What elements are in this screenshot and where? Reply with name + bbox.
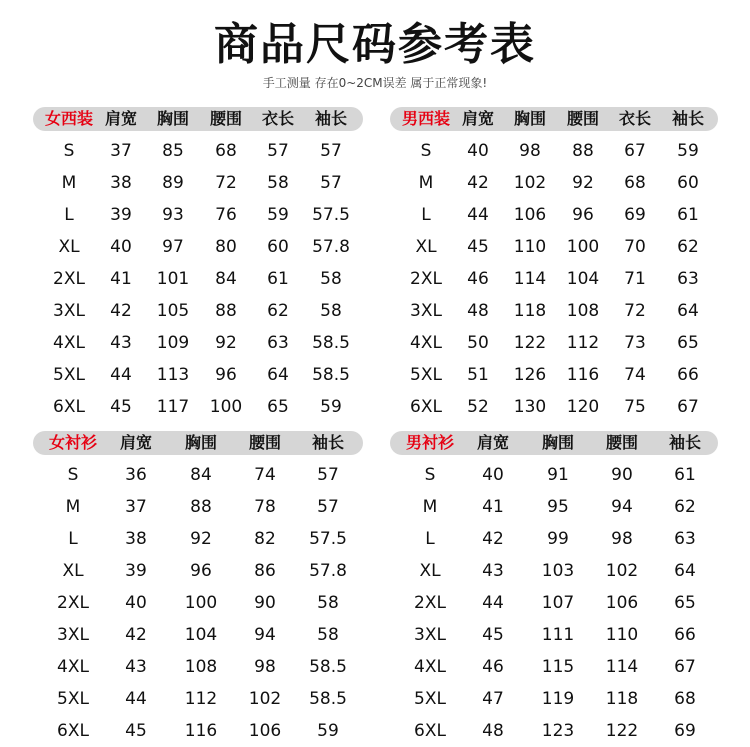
table-cell: 70 [624,237,646,257]
table-row [390,715,718,747]
table-cell: 44 [482,593,504,613]
table-cell: 68 [624,173,646,193]
table-cell: 48 [482,721,504,741]
size-label: 3XL [53,301,85,321]
column-header: 胸围 [541,433,574,452]
size-label: 2XL [410,269,442,289]
table-cell: 62 [267,301,289,321]
table-row [33,295,363,327]
table-cell: 40 [110,237,132,257]
table-row [390,359,718,391]
table-cell: 41 [482,497,504,517]
size-label: 6XL [414,721,446,741]
table-cell: 75 [624,397,646,417]
table-cell: 43 [125,657,147,677]
table-row [390,459,718,491]
table-cell: 116 [566,365,600,385]
table-cell: 37 [125,497,147,517]
table-cell: 92 [190,529,212,549]
table-cell: 36 [125,465,147,485]
table-cell: 98 [254,657,276,677]
page-title: 商品尺码参考表 [214,19,536,70]
table-cell: 62 [677,237,699,257]
table-row [390,619,718,651]
table-cell: 58.5 [312,365,350,385]
table-row [33,491,363,523]
size-label: XL [58,237,80,257]
table-row [33,135,363,167]
table-cell: 107 [541,593,575,613]
column-header: 肩宽 [104,109,137,128]
table-cell: 98 [519,141,541,161]
table-cell: 103 [541,561,575,581]
table-cell: 80 [215,237,237,257]
column-header: 衣长 [618,109,651,128]
table-name: 男西装 [401,109,450,128]
table-cell: 94 [611,497,633,517]
table-cell: 126 [513,365,547,385]
table-cell: 102 [605,561,639,581]
size-label: 5XL [410,365,442,385]
table-cell: 65 [677,333,699,353]
table-cell: 42 [467,173,489,193]
size-label: S [420,141,432,161]
table-cell: 90 [611,465,633,485]
table-cell: 63 [267,333,289,353]
column-header: 袖长 [311,433,344,452]
table-cell: 114 [605,657,639,677]
table-row [33,359,363,391]
column-header: 肩宽 [461,109,494,128]
table-row [390,199,718,231]
table-cell: 96 [572,205,594,225]
table-cell: 41 [110,269,132,289]
table-cell: 57.8 [312,237,350,257]
table-cell: 57.5 [312,205,350,225]
table-cell: 64 [674,561,696,581]
column-header: 胸围 [513,109,546,128]
column-header: 衣长 [261,109,294,128]
size-label: 3XL [410,301,442,321]
table-name: 女西装 [44,109,93,128]
table-cell: 106 [248,721,282,741]
table-cell: 106 [605,593,639,613]
size-label: L [421,205,431,225]
table-row [33,715,363,747]
table-cell: 44 [467,205,489,225]
table-cell: 101 [156,269,190,289]
table-cell: 85 [162,141,184,161]
table-row [33,327,363,359]
table-cell: 100 [209,397,243,417]
table-row [390,651,718,683]
size-label: 6XL [57,721,89,741]
table-cell: 62 [674,497,696,517]
table-cell: 72 [624,301,646,321]
table-cell: 130 [513,397,547,417]
table-cell: 64 [267,365,289,385]
table-cell: 59 [677,141,699,161]
table-cell: 60 [677,173,699,193]
table-cell: 38 [125,529,147,549]
size-label: 5XL [53,365,85,385]
size-label: 3XL [414,625,446,645]
table-cell: 43 [110,333,132,353]
size-label: 5XL [57,689,89,709]
size-label: S [63,141,75,161]
table-cell: 42 [110,301,132,321]
table-row [390,491,718,523]
table-row [33,683,363,715]
table-cell: 51 [467,365,489,385]
table-cell: 71 [624,269,646,289]
size-label: 2XL [414,593,446,613]
table-row [390,327,718,359]
size-label: 4XL [57,657,89,677]
table-row [33,167,363,199]
table-cell: 84 [190,465,212,485]
table-cell: 72 [215,173,237,193]
table-cell: 39 [110,205,132,225]
table-cell: 122 [605,721,639,741]
size-label: XL [415,237,437,257]
table-cell: 58.5 [309,657,347,677]
table-cell: 65 [267,397,289,417]
table-cell: 108 [184,657,218,677]
column-header: 胸围 [156,109,189,128]
size-label: M [418,173,434,193]
table-cell: 82 [254,529,276,549]
size-label: 2XL [57,593,89,613]
table-cell: 57 [317,465,339,485]
table-cell: 58.5 [309,689,347,709]
table-cell: 46 [482,657,504,677]
table-name: 女衬衫 [48,433,97,452]
size-label: L [68,529,78,549]
table-row [390,523,718,555]
table-cell: 104 [184,625,218,645]
table-cell: 45 [125,721,147,741]
table-cell: 57.8 [309,561,347,581]
size-label: L [64,205,74,225]
table-cell: 48 [467,301,489,321]
table-cell: 86 [254,561,276,581]
table-cell: 58.5 [312,333,350,353]
table-cell: 40 [482,465,504,485]
table-cell: 96 [190,561,212,581]
table-cell: 84 [215,269,237,289]
table-cell: 74 [254,465,276,485]
column-header: 胸围 [184,433,217,452]
table-cell: 102 [513,173,547,193]
size-label: 6XL [410,397,442,417]
table-cell: 118 [513,301,547,321]
table-cell: 40 [467,141,489,161]
table-cell: 45 [482,625,504,645]
table-cell: 105 [156,301,190,321]
table-cell: 50 [467,333,489,353]
table-cell: 38 [110,173,132,193]
size-label: L [425,529,435,549]
table-cell: 47 [482,689,504,709]
table-cell: 57 [267,141,289,161]
table-row [33,651,363,683]
table-cell: 58 [320,301,342,321]
table-cell: 69 [624,205,646,225]
size-label: S [67,465,79,485]
table-cell: 106 [513,205,547,225]
table-cell: 37 [110,141,132,161]
table-cell: 58 [320,269,342,289]
table-row [33,459,363,491]
table-cell: 42 [125,625,147,645]
table-cell: 67 [674,657,696,677]
table-cell: 115 [541,657,575,677]
table-cell: 96 [215,365,237,385]
table-cell: 78 [254,497,276,517]
table-cell: 113 [156,365,190,385]
table-row [390,555,718,587]
table-cell: 97 [162,237,184,257]
size-label: 6XL [53,397,85,417]
table-cell: 63 [674,529,696,549]
column-header: 腰围 [248,433,281,452]
table-cell: 95 [547,497,569,517]
table-row [390,391,718,423]
table-cell: 61 [267,269,289,289]
size-label: 4XL [414,657,446,677]
table-cell: 112 [566,333,600,353]
size-label: M [61,173,77,193]
table-cell: 119 [541,689,575,709]
table-cell: 100 [184,593,218,613]
table-row [390,135,718,167]
size-label: XL [419,561,441,581]
table-cell: 92 [572,173,594,193]
table-cell: 100 [566,237,600,257]
column-header: 袖长 [314,109,347,128]
table-row [390,263,718,295]
size-label: M [65,497,81,517]
size-label: 4XL [410,333,442,353]
table-cell: 120 [566,397,600,417]
size-label: XL [62,561,84,581]
table-cell: 39 [125,561,147,581]
table-row [33,391,363,423]
table-cell: 63 [677,269,699,289]
table-cell: 67 [677,397,699,417]
table-row [33,555,363,587]
table-cell: 44 [125,689,147,709]
table-cell: 67 [624,141,646,161]
table-cell: 90 [254,593,276,613]
table-row [390,295,718,327]
table-cell: 88 [572,141,594,161]
table-cell: 43 [482,561,504,581]
table-row [390,231,718,263]
size-label: 5XL [414,689,446,709]
table-cell: 93 [162,205,184,225]
column-header: 肩宽 [476,433,509,452]
table-cell: 66 [674,625,696,645]
table-cell: 116 [184,721,218,741]
table-cell: 65 [674,593,696,613]
table-cell: 57 [320,173,342,193]
table-cell: 108 [566,301,600,321]
table-cell: 66 [677,365,699,385]
table-cell: 46 [467,269,489,289]
table-cell: 40 [125,593,147,613]
table-cell: 122 [513,333,547,353]
column-header: 腰围 [605,433,638,452]
table-cell: 74 [624,365,646,385]
column-header: 袖长 [668,433,701,452]
size-label: 4XL [53,333,85,353]
table-cell: 57.5 [309,529,347,549]
table-cell: 45 [110,397,132,417]
table-cell: 88 [190,497,212,517]
table-row [390,683,718,715]
table-cell: 110 [605,625,639,645]
table-cell: 69 [674,721,696,741]
table-row [390,587,718,619]
table-cell: 61 [674,465,696,485]
table-cell: 68 [674,689,696,709]
table-row [33,231,363,263]
table-cell: 57 [320,141,342,161]
size-label: M [422,497,438,517]
table-row [33,619,363,651]
column-header: 袖长 [671,109,704,128]
table-cell: 45 [467,237,489,257]
table-row [33,263,363,295]
table-cell: 109 [156,333,190,353]
table-cell: 88 [215,301,237,321]
column-header: 腰围 [209,109,242,128]
table-cell: 110 [513,237,547,257]
table-cell: 123 [541,721,575,741]
table-cell: 76 [215,205,237,225]
table-cell: 64 [677,301,699,321]
table-cell: 68 [215,141,237,161]
table-row [33,587,363,619]
table-cell: 44 [110,365,132,385]
table-cell: 60 [267,237,289,257]
table-cell: 58 [317,593,339,613]
table-row [390,167,718,199]
size-label: 3XL [57,625,89,645]
column-header: 肩宽 [119,433,152,452]
table-cell: 58 [267,173,289,193]
page-subtitle: 手工测量 存在0~2CM误差 属于正常现象! [262,76,488,90]
table-cell: 99 [547,529,569,549]
table-cell: 42 [482,529,504,549]
column-header: 腰围 [566,109,599,128]
table-cell: 111 [541,625,575,645]
table-cell: 94 [254,625,276,645]
table-row [33,523,363,555]
table-name: 男衬衫 [405,433,454,452]
table-cell: 59 [317,721,339,741]
table-cell: 118 [605,689,639,709]
table-cell: 61 [677,205,699,225]
table-cell: 57 [317,497,339,517]
table-cell: 98 [611,529,633,549]
table-cell: 91 [547,465,569,485]
table-cell: 117 [156,397,190,417]
table-cell: 104 [566,269,600,289]
table-cell: 59 [320,397,342,417]
table-cell: 58 [317,625,339,645]
table-cell: 102 [248,689,282,709]
table-cell: 114 [513,269,547,289]
table-cell: 89 [162,173,184,193]
table-cell: 92 [215,333,237,353]
table-row [33,199,363,231]
table-cell: 112 [184,689,218,709]
table-cell: 73 [624,333,646,353]
size-label: S [424,465,436,485]
size-label: 2XL [53,269,85,289]
table-cell: 52 [467,397,489,417]
table-cell: 59 [267,205,289,225]
